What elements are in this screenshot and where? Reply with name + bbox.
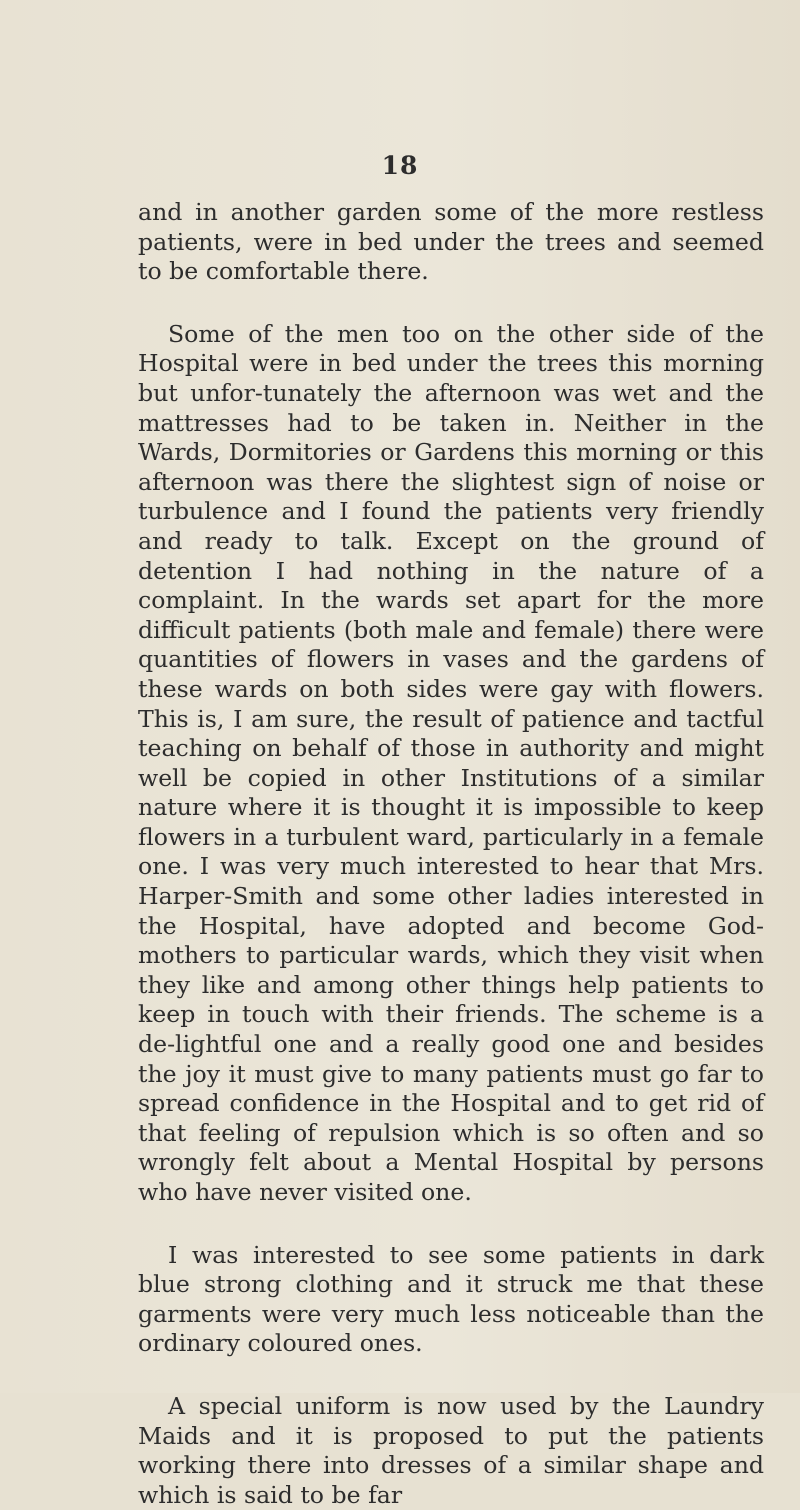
paragraph-3: I was interested to see some patients in dark blue strong clothing and it struck me that these garments were very much less noticeable than the ordinary coloured ones. bbox=[138, 1240, 764, 1358]
paragraph-2: Some of the men too on the other side of the Hospital were in bed under the trees this morning but unfor-tunately the afternoon was wet and the mattresses had to be taken in. Neither in the Wards, Dormitories or Gardens this morning or this afternoon was there the slightest sign of noise or turbulence and I found the patients very friendly and ready to talk. Except on the ground of detention I had nothing in the nature of a complaint. In the wards set apart for the more difficult patients (both male and female) there were quantities of flowers in vases and the gardens of these wards on both sides were gay with flowers. This is, I am sure, the result of patience and tactful teaching on behalf of those in authority and might well be copied in other Institutions of a similar nature where it is thought it is impossible to keep flowers in a turbulent ward, particularly in a female one. I was very much interested to hear that Mrs. Harper-Smith and some other ladies interested in the Hospital, have adopted and become God-mothers to particular wards, which they visit when they like and among other things help patients to keep in touch with their friends. The scheme is a de-lightful one and a really good one and besides the joy it must give to many patients must go far to spread confidence in the Hospital and to get rid of that feeling of repulsion which is so often and so wrongly felt about a Mental Hospital by persons who have never visited one. bbox=[138, 319, 764, 1206]
paragraph-1: and in another garden some of the more restless patients, were in bed under the trees and seemed to be comfortable there. bbox=[138, 198, 764, 286]
paragraph-4: A special uniform is now used by the Laundry Maids and it is proposed to put the patients working there into dresses of a similar shape and which is said to be far bbox=[138, 1391, 764, 1509]
page-number: 18 bbox=[381, 151, 419, 180]
body-text bbox=[138, 198, 764, 1510]
